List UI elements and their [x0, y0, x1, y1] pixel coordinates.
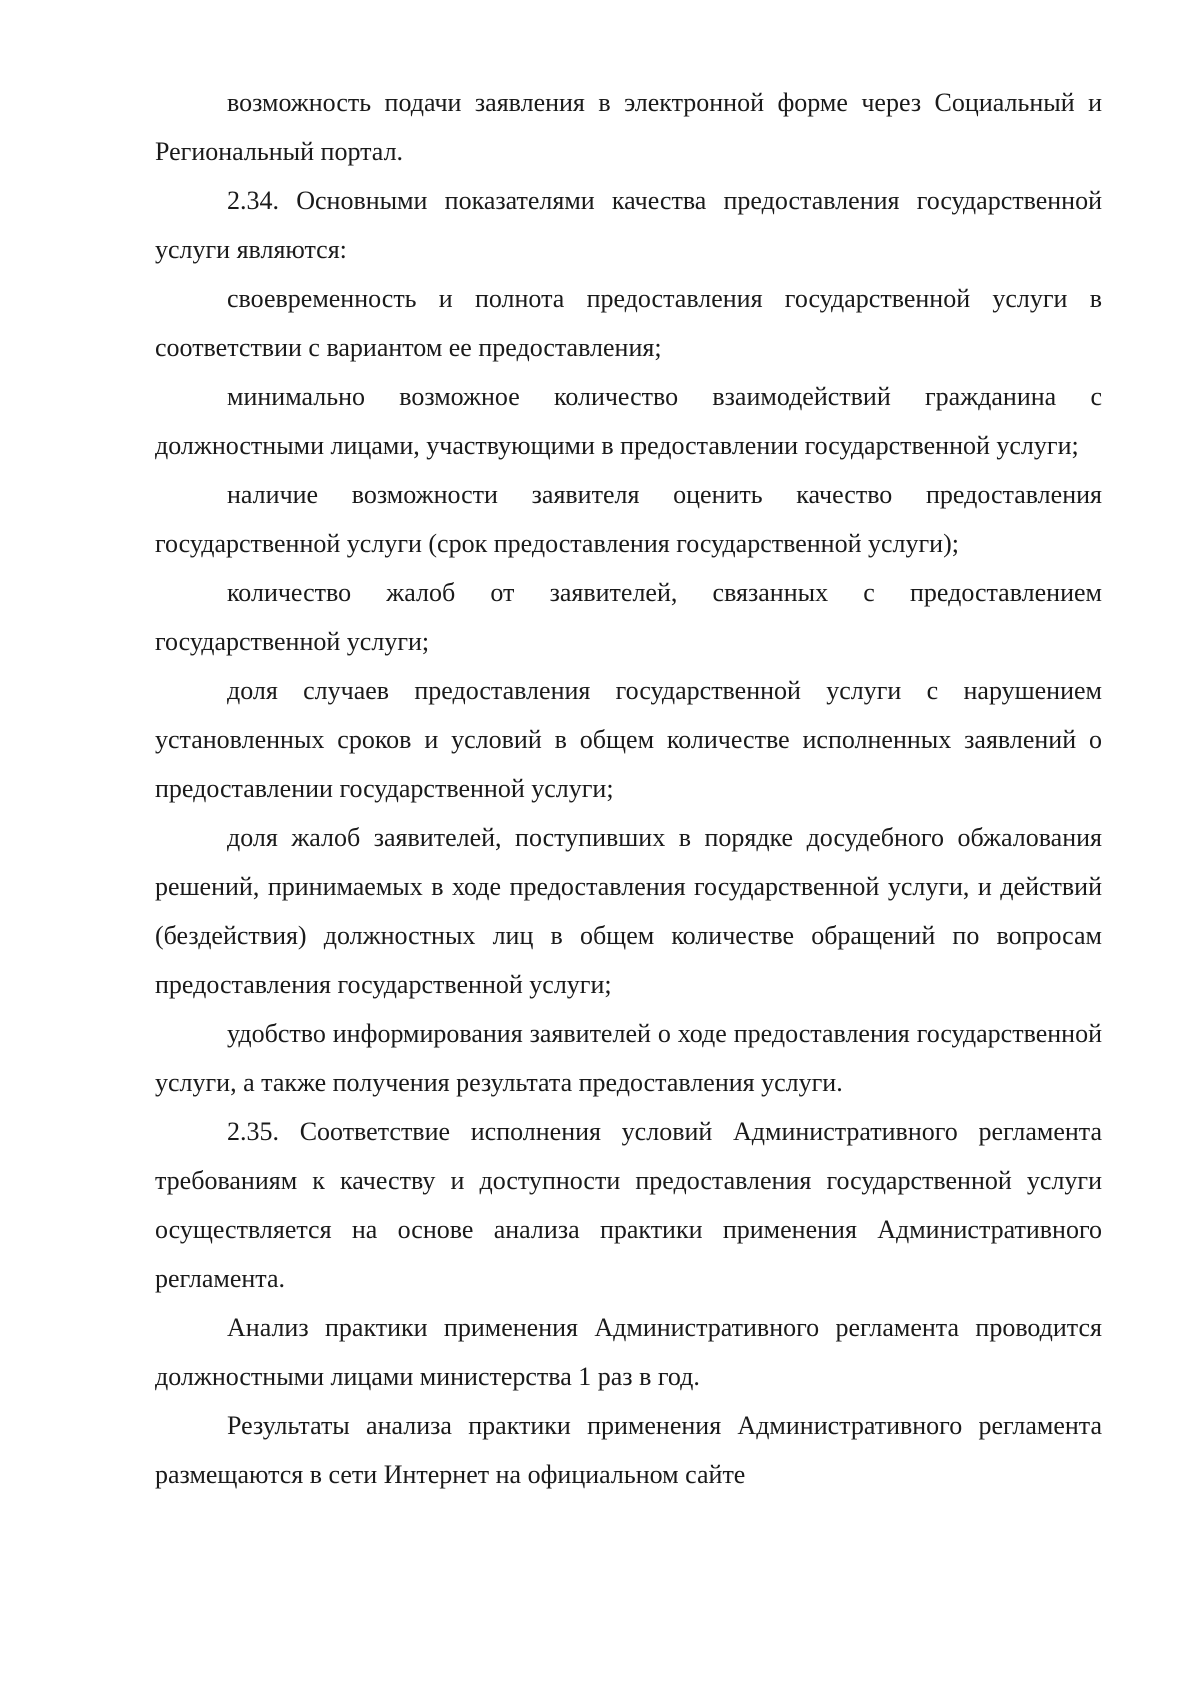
paragraph-timeliness: своевременность и полнота предоставления государственной услуги в соответствии с вариантом ее предоставления; [155, 284, 1102, 362]
paragraph-analysis-frequency: Анализ практики применения Административного регламента проводится должностными лицами министерства 1 раз в год. [155, 1313, 1102, 1391]
paragraph-minimal-interactions: минимально возможное количество взаимодействий гражданина с должностными лицами, участвующими в предоставлении государственной услуги; [155, 382, 1102, 460]
paragraph-pretrial-complaints: доля жалоб заявителей, поступивших в порядке досудебного обжалования решений, принимаемых в ходе предоставления государственной услуги, и действий (бездействия) должностных лиц в общем количестве обращений по вопросам предоставления государственной услуги; [155, 823, 1102, 999]
paragraph-portal-submission: возможность подачи заявления в электронной форме через Социальный и Региональный портал. [155, 88, 1102, 166]
paragraph-analysis-results: Результаты анализа практики применения Административного регламента размещаются в сети Интернет на официальном сайте [155, 1411, 1102, 1489]
document-body [155, 78, 1102, 1499]
paragraph-quality-assessment: наличие возможности заявителя оценить качество предоставления государственной услуги (срок предоставления государственной услуги); [155, 480, 1102, 558]
paragraph-violation-share: доля случаев предоставления государственной услуги с нарушением установленных сроков и условий в общем количестве исполненных заявлений о предоставлении государственной услуги; [155, 676, 1102, 803]
paragraph-informing-convenience: удобство информирования заявителей о ходе предоставления государственной услуги, а также получения результата предоставления услуги. [155, 1019, 1102, 1097]
paragraph-2-34-heading: 2.34. Основными показателями качества предоставления государственной услуги являются: [155, 186, 1102, 264]
paragraph-2-35-compliance: 2.35. Соответствие исполнения условий Административного регламента требованиям к качеству и доступности предоставления государственной услуги осуществляется на основе анализа практики применения Административного регламента. [155, 1117, 1102, 1293]
paragraph-complaints-count: количество жалоб от заявителей, связанных с предоставлением государственной услуги; [155, 578, 1102, 656]
